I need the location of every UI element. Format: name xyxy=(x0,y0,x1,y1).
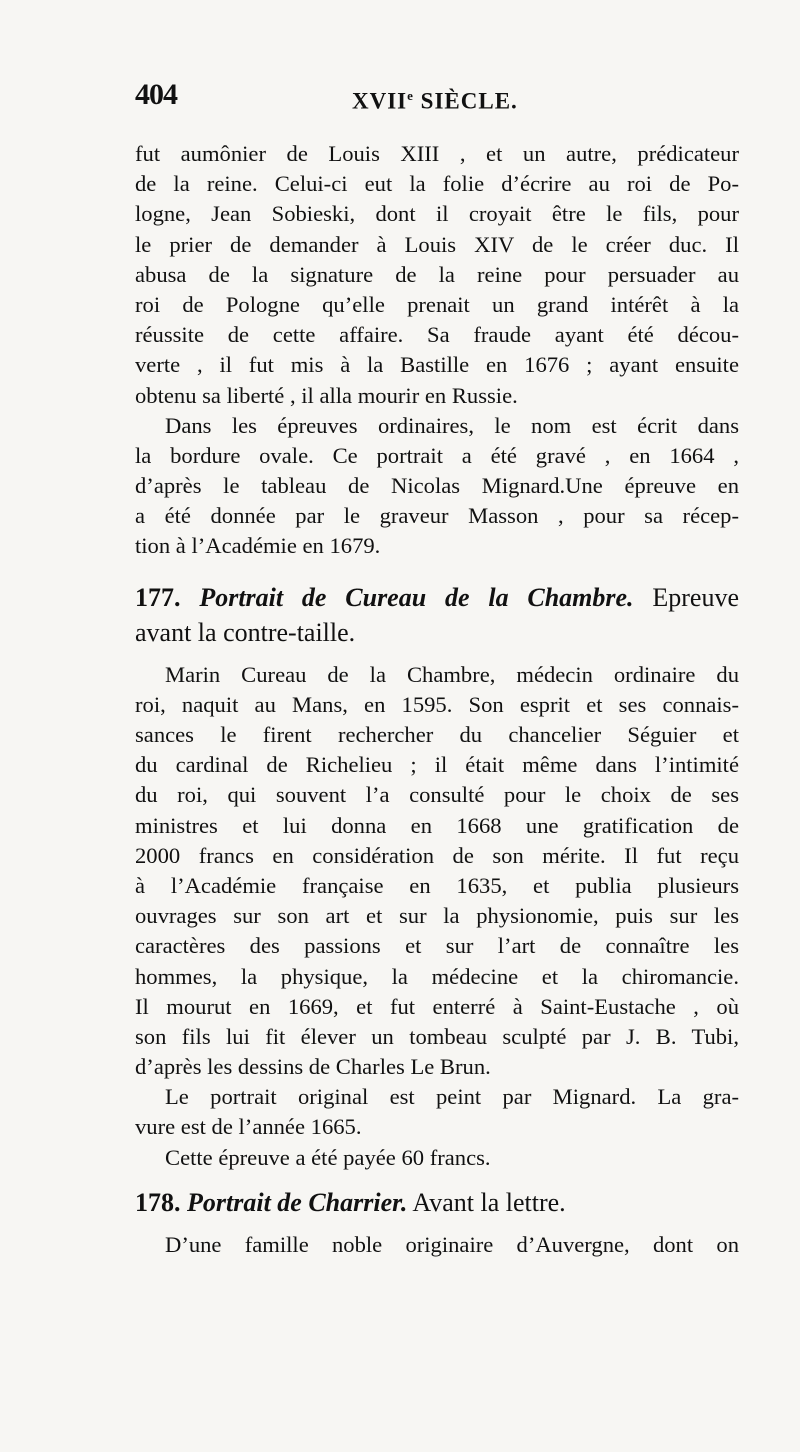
text-line: réussite de cette affaire. Sa fraude ayant été décou- xyxy=(135,322,739,348)
text-line: du roi, qui souvent l’a consulté pour le choix de ses xyxy=(135,782,739,808)
paragraph-charrier-start xyxy=(135,1230,739,1260)
text-line: la bordure ovale. Ce portrait a été gravé , en 1664 , xyxy=(135,442,739,468)
text-line: Marin Cureau de la Chambre, médecin ordinaire du xyxy=(165,661,739,687)
paragraph-engraving-notes xyxy=(135,411,739,562)
entry-178-heading xyxy=(135,1185,739,1220)
text-line: roi de Pologne qu’elle prenait un grand intérêt à la xyxy=(135,291,739,317)
text-line: tion à l’Académie en 1679. xyxy=(135,533,381,559)
text-line: sances le firent rechercher du chancelier Séguier et xyxy=(135,722,739,747)
entry-subtitle-line: avant la contre-taille. xyxy=(135,617,356,647)
entry-subtitle: Epreuve xyxy=(633,582,739,612)
text-line: de la reine. Celui-ci eut la folie d’écrire au roi de Po- xyxy=(135,171,739,197)
text-line: D’une famille noble originaire d’Auvergne, dont on xyxy=(165,1231,739,1257)
text-line: 2000 francs en considération de son mérite. Il fut reçu xyxy=(135,842,739,868)
paragraph-continuation xyxy=(135,139,739,411)
text-line: le prier de demander à Louis XIV de le créer duc. Il xyxy=(135,231,739,257)
text-line: du cardinal de Richelieu ; il était même dans l’intimité xyxy=(135,752,739,778)
page-number: 404 xyxy=(135,78,177,111)
text-line: caractères des passions et sur l’art de connaître les xyxy=(135,933,739,959)
entry-subtitle: Avant la lettre. xyxy=(407,1187,566,1217)
running-title: XVIIe SIÈCLE. xyxy=(352,88,518,114)
entry-title: Portrait de Charrier. xyxy=(187,1187,408,1217)
text-line: son fils lui fit élever un tombeau sculpté par J. B. Tubi, xyxy=(135,1023,739,1049)
text-line: ministres et lui donna en 1668 une gratification de xyxy=(135,812,739,838)
text-line: d’après le tableau de Nicolas Mignard.Une épreuve en xyxy=(135,473,739,499)
paragraph-price xyxy=(135,1143,739,1173)
entry-177-heading xyxy=(135,580,739,650)
text-line: Il mourut en 1669, et fut enterré à Saint-Eustache , où xyxy=(135,993,739,1019)
text-line: d’après les dessins de Charles Le Brun. xyxy=(135,1054,491,1080)
text-line: abusa de la signature de la reine pour persuader au xyxy=(135,261,739,287)
text-line: Le portrait original est peint par Mignard. La gra- xyxy=(165,1084,739,1110)
page-header xyxy=(135,78,735,118)
text-line: ouvrages sur son art et sur la physionomie, puis sur les xyxy=(135,903,739,929)
text-line: a été donnée par le graveur Masson , pour sa récep- xyxy=(135,503,739,529)
text-line: fut aumônier de Louis XIII , et un autre, prédicateur xyxy=(135,141,739,166)
text-line: hommes, la physique, la médecine et la chiromancie. xyxy=(135,963,739,989)
paragraph-portrait-original xyxy=(135,1082,739,1142)
entry-number: 178. xyxy=(135,1187,181,1217)
text-line: à l’Académie française en 1635, et publia plusieurs xyxy=(135,872,739,898)
text-line: verte , il fut mis à la Bastille en 1676 ; ayant ensuite xyxy=(135,352,739,378)
page-body xyxy=(135,139,739,1260)
entry-title: Portrait de Cureau de la Chambre. xyxy=(199,582,634,612)
text-line: Cette épreuve a été payée 60 francs. xyxy=(165,1144,491,1170)
text-line: logne, Jean Sobieski, dont il croyait être le fils, pour xyxy=(135,201,739,227)
text-line: obtenu sa liberté , il alla mourir en Russie. xyxy=(135,382,518,408)
text-line: Dans les épreuves ordinaires, le nom est écrit dans xyxy=(165,412,739,438)
text-line: roi, naquit au Mans, en 1595. Son esprit et ses connais- xyxy=(135,691,739,717)
paragraph-cureau-biography xyxy=(135,660,739,1083)
entry-number: 177. xyxy=(135,582,181,612)
text-line: vure est de l’année 1665. xyxy=(135,1114,362,1140)
